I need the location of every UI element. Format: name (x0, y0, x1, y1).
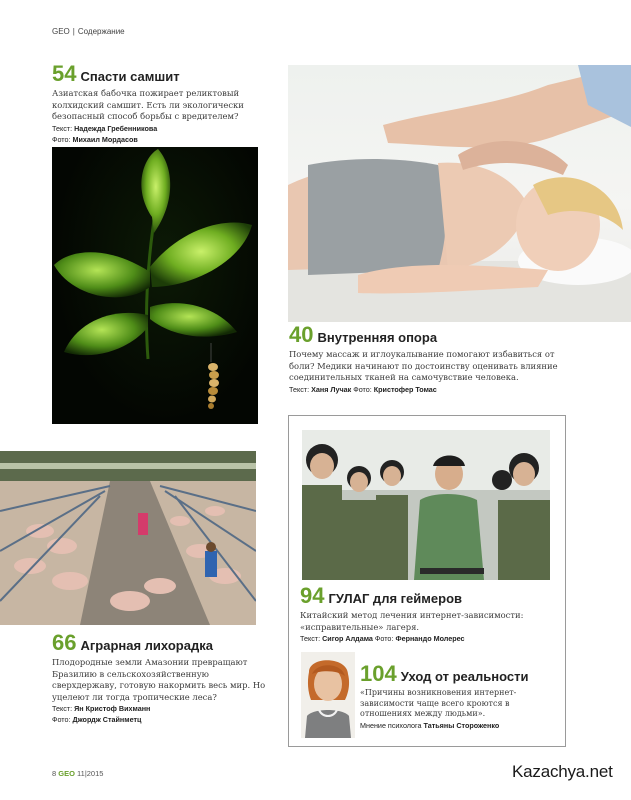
story-40[interactable] (289, 322, 579, 395)
story-credit-photo (52, 134, 262, 145)
footer-issue: 11|2015 (77, 769, 104, 778)
footer-page-number: 8 (52, 769, 57, 778)
story-description: Плодородные земли Амазонии превращают Бразилию в сельскохозяйственную сверхдержаву, готовую накормить весь мир. Но уцелеют ли тогда тропические леса? (52, 657, 266, 702)
credit-name: Джордж Стайнметц (72, 715, 142, 724)
page-number: 66 (52, 630, 77, 655)
story-description: Почему массаж и иглоукалывание помогают избавиться от боли? Медики начинают по достоинству оценивать влияние соединительных тканей на самочувствие человека. (289, 349, 558, 382)
page-number: 40 (289, 322, 314, 347)
credit-name: Сигор Алдама (322, 634, 373, 643)
credit-name: Кристофер Томас (373, 384, 437, 394)
credit-name: Михаил Мордасов (72, 134, 138, 144)
story-heading (52, 61, 262, 87)
story-94[interactable] (300, 583, 555, 644)
massage-illustration (288, 65, 631, 322)
story-credit (289, 384, 579, 395)
story-heading (360, 661, 556, 687)
story-quote: «Причины возникновения интернет-зависимости чаще всего кроются в отношениях между людьми». (360, 688, 517, 718)
story-description: Китайский метод лечения интернет-зависимости: «исправительные» лагеря. (300, 610, 524, 632)
story-66[interactable] (52, 630, 272, 725)
credit-label: Фото: (374, 634, 394, 643)
portrait-illustration (301, 652, 355, 738)
page-number: 104 (360, 661, 397, 686)
credit-label: Фото: (353, 384, 372, 394)
story-credit-photo (52, 714, 272, 725)
massage-photo[interactable] (288, 65, 631, 322)
credit-name: Ханя Лучак (311, 384, 352, 394)
story-104[interactable] (360, 661, 556, 731)
story-credit (300, 633, 555, 644)
credit-label: Текст: (300, 634, 321, 643)
credit-label: Текст: (52, 123, 73, 133)
credit-name: Татьяны Стороженко (423, 720, 500, 730)
credit-name: Фернандо Молерес (395, 634, 465, 643)
story-title[interactable]: Аграрная лихорадка (80, 638, 213, 653)
credit-label: Текст: (289, 384, 310, 394)
boot-camp-photo[interactable] (302, 430, 550, 580)
story-credit (360, 720, 556, 731)
story-description: Азиатская бабочка пожирает реликтовый колхидский самшит. Есть ли экологически безопасный способ борьбы с вредителем? (52, 88, 244, 121)
story-title[interactable]: Уход от реальности (400, 669, 529, 684)
page-number: 54 (52, 61, 77, 86)
page-number: 94 (300, 583, 325, 608)
credit-name: Ян Кристоф Вихманн (74, 704, 151, 713)
story-54[interactable] (52, 61, 262, 145)
watermark: Kazachya.net (512, 762, 613, 781)
boxwood-caterpillar-photo[interactable] (52, 147, 258, 424)
section-header (52, 27, 125, 36)
credit-label: Фото: (52, 134, 71, 144)
story-title[interactable]: Внутренняя опора (317, 330, 438, 345)
page-footer (52, 769, 103, 778)
story-heading (52, 630, 272, 656)
pig-farm-illustration (0, 451, 256, 625)
credit-label: Фото: (52, 715, 71, 724)
caterpillar-shape (208, 363, 219, 409)
psychologist-portrait[interactable] (301, 652, 355, 738)
leaf-illustration (52, 147, 258, 424)
pig-farm-photo[interactable] (0, 451, 256, 625)
story-title[interactable]: Спасти самшит (80, 69, 180, 84)
boot-camp-illustration (302, 430, 550, 580)
story-heading (300, 583, 555, 609)
story-credit-text (52, 703, 272, 714)
credit-name: Надежда Гребенникова (74, 123, 158, 133)
credit-label: Текст: (52, 704, 73, 713)
header-separator: | (72, 27, 75, 36)
header-brand: GEO (52, 27, 70, 36)
story-credit-text (52, 123, 262, 134)
story-heading (289, 322, 579, 348)
footer-brand: GEO (58, 769, 75, 778)
header-section: Содержание (77, 27, 125, 36)
story-title[interactable]: ГУЛАГ для геймеров (328, 591, 463, 606)
credit-label: Мнение психолога (360, 720, 422, 730)
